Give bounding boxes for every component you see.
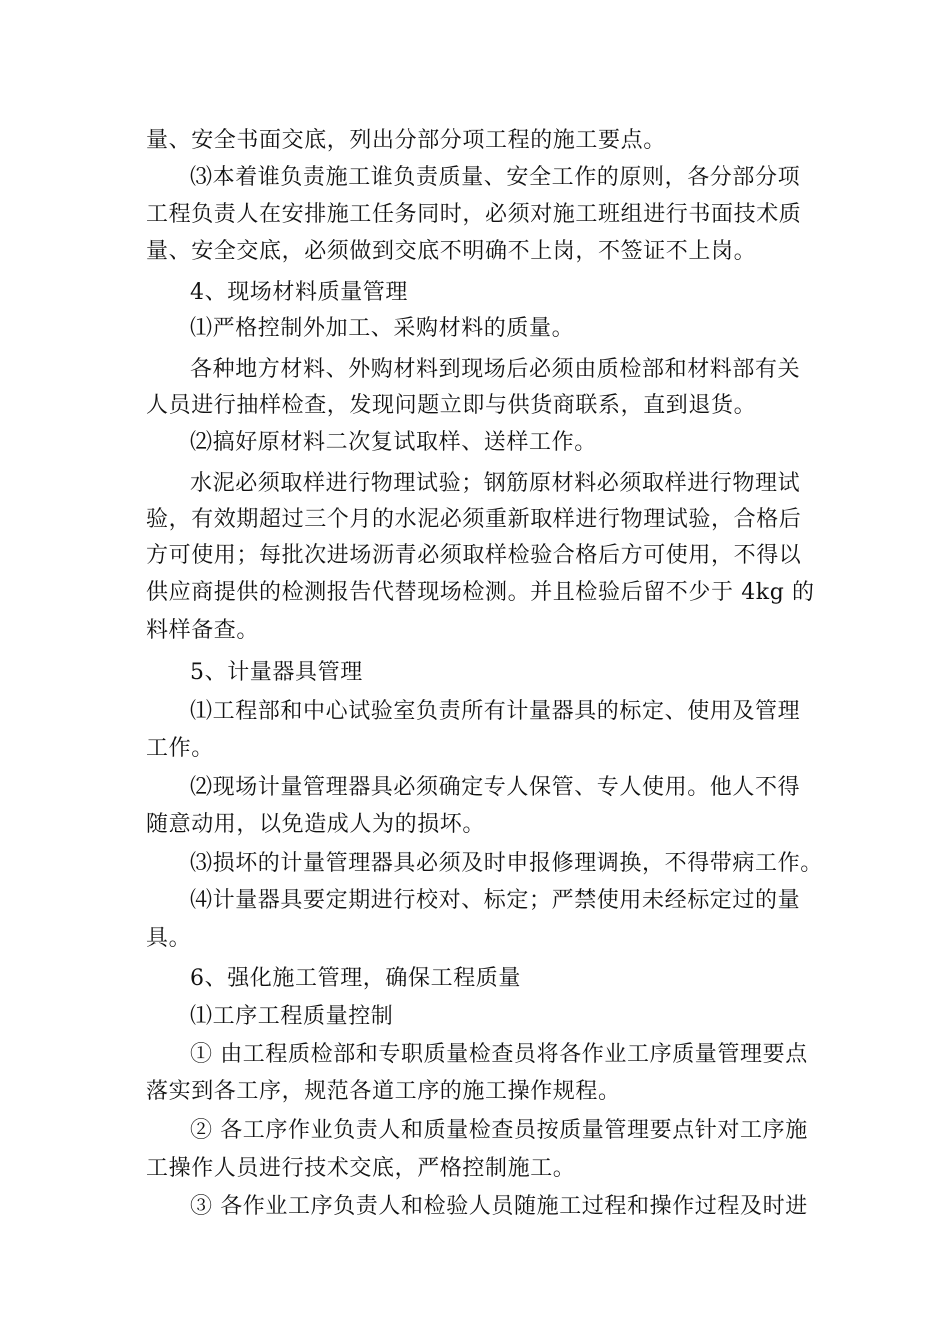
text-line: 方可使用；每批次进场沥青必须取样检验合格后方可使用，不得以 <box>146 543 802 568</box>
text-line: ③ 各作业工序负责人和检验人员随施工过程和操作过程及时进 <box>190 1194 808 1219</box>
text-line: ⑷计量器具要定期进行校对、标定；严禁使用未经标定过的量 <box>190 888 801 913</box>
text-line: 随意动用，以免造成人为的损坏。 <box>146 812 486 837</box>
section-heading: 6、强化施工管理，确保工程质量 <box>190 966 521 991</box>
text-line: 工程负责人在安排施工任务同时，必须对施工班组进行书面技术质 <box>146 202 802 227</box>
text-line: ⑴严格控制外加工、采购材料的质量。 <box>190 316 575 341</box>
text-line: 工作。 <box>146 736 214 761</box>
text-line: 验，有效期超过三个月的水泥必须重新取样进行物理试验，合格后 <box>146 507 802 532</box>
text-line: 具。 <box>146 926 192 951</box>
text-line: ⑶损坏的计量管理器具必须及时申报修理调换，不得带病工作。 <box>190 851 823 876</box>
text-line: ⑶本着谁负责施工谁负责质量、安全工作的原则，各分部分项 <box>190 165 801 190</box>
text-line: ⑵搞好原材料二次复试取样、送样工作。 <box>190 430 597 455</box>
section-heading: 5、计量器具管理 <box>190 660 363 685</box>
text-line: 料样备查。 <box>146 618 260 643</box>
text-line: 量、安全书面交底，列出分部分项工程的施工要点。 <box>146 128 666 153</box>
text-line: 工操作人员进行技术交底，严格控制施工。 <box>146 1156 576 1181</box>
text-line: ⑴工序工程质量控制 <box>190 1004 394 1029</box>
text-line: 人员进行抽样检查，发现问题立即与供货商联系，直到退货。 <box>146 393 757 418</box>
text-line: ② 各工序作业负责人和质量检查员按质量管理要点针对工序施 <box>190 1118 808 1143</box>
text-line: 水泥必须取样进行物理试验；钢筋原材料必须取样进行物理试 <box>190 471 801 496</box>
text-line: ⑵现场计量管理器具必须确定专人保管、专人使用。他人不得 <box>190 775 801 800</box>
text-line: ⑴工程部和中心试验室负责所有计量器具的标定、使用及管理 <box>190 699 801 724</box>
text-line: 各种地方材料、外购材料到现场后必须由质检部和材料部有关 <box>190 357 801 382</box>
text-line: ① 由工程质检部和专职质量检查员将各作业工序质量管理要点 <box>190 1042 808 1067</box>
section-heading: 4、现场材料质量管理 <box>190 280 408 305</box>
text-line: 落实到各工序，规范各道工序的施工操作规程。 <box>146 1079 621 1104</box>
text-line: 供应商提供的检测报告代替现场检测。并且检验后留不少于 4kg 的 <box>146 580 815 605</box>
text-line: 量、安全交底，必须做到交底不明确不上岗，不签证不上岗。 <box>146 239 757 264</box>
